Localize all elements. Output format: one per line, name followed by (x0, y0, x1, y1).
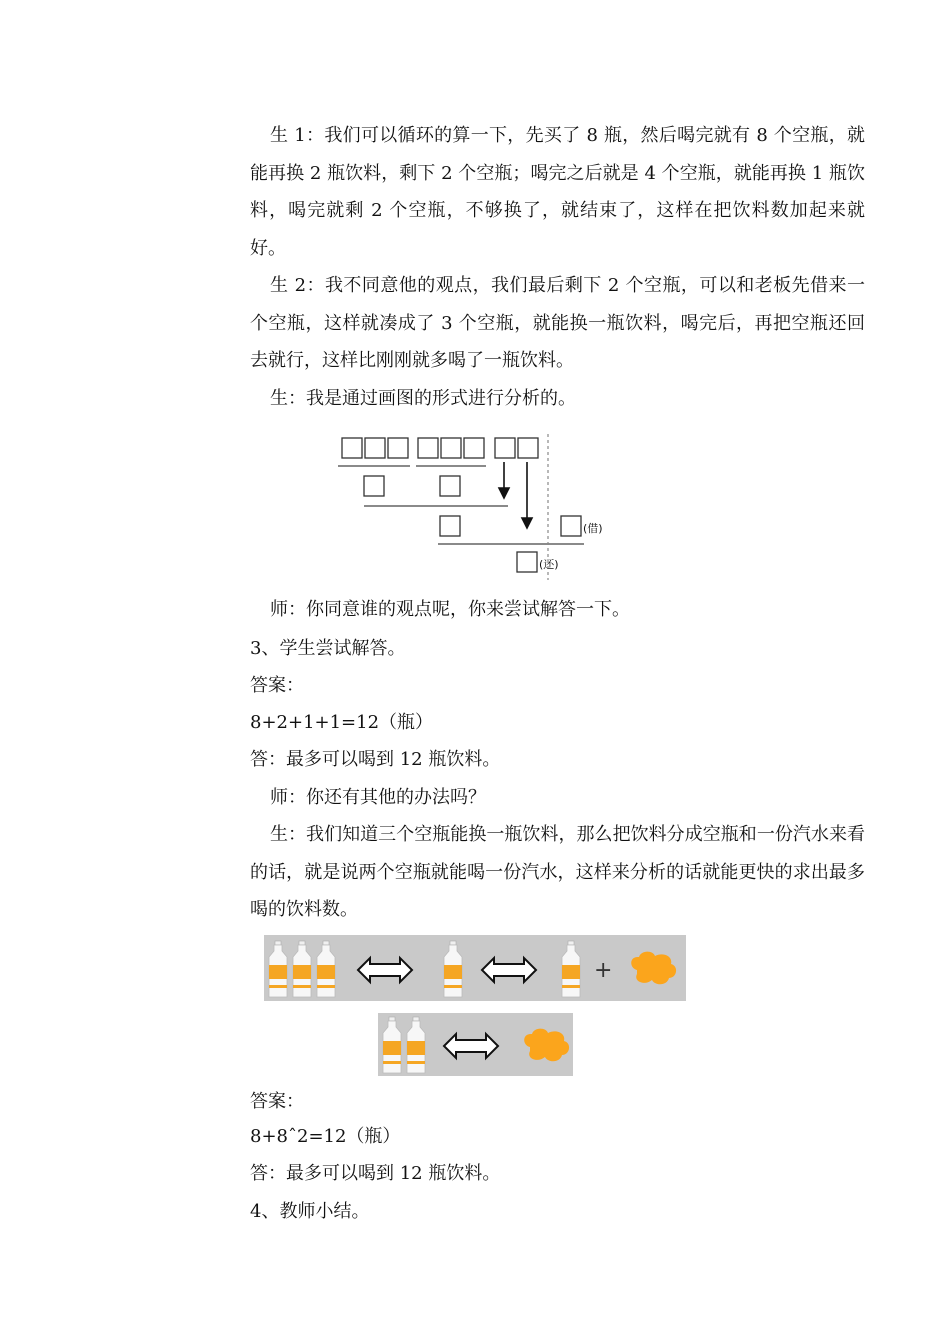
empty-bottle-square (495, 438, 515, 458)
bottle-exchange-diagram (330, 428, 620, 588)
empty-bottle-square (418, 438, 438, 458)
arrow-head (499, 488, 509, 498)
return-label: (还) (539, 558, 559, 571)
equation-2: 8+8ˆ2=12（瓶） (250, 1126, 401, 1147)
empty-bottle-square (440, 476, 460, 496)
empty-bottle-square (364, 476, 384, 496)
paragraph-student3: 生：我是通过画图的形式进行分析的。 (270, 388, 576, 409)
paragraph-student1: 生 1：我们可以循环的算一下，先买了 8 瓶，然后喝完就有 8 个空瓶，就能再换 2 瓶饮料，剩下 2 个空瓶；喝完之后就是 4 个空瓶，就能再换 1 瓶饮料，喝完就剩 2 个空瓶，不够换了，就结束了，这样在把饮料数加起来就好。 (250, 125, 865, 259)
step4-heading: 4、教师小结。 (250, 1201, 370, 1222)
empty-bottle-square (365, 438, 385, 458)
paragraph-teacher1: 师：你同意谁的观点呢，你来尝试解答一下。 (270, 599, 630, 620)
answer-label-2: 答案： (250, 1091, 304, 1112)
arrow-head (522, 518, 532, 528)
borrow-label: (借) (583, 522, 603, 535)
paragraph-teacher2: 师：你还有其他的办法吗？ (270, 787, 486, 808)
empty-bottle-square (440, 516, 460, 536)
paragraph-student4: 生：我们知道三个空瓶能换一瓶饮料，那么把饮料分成空瓶和一份汽水来看的话，就是说两个空瓶就能喝一份汽水，这样来分析的话就能更快的求出最多喝的饮料数。 (250, 824, 865, 920)
returned-bottle-square (517, 552, 537, 572)
answer-reply-1: 答：最多可以喝到 12 瓶饮料。 (250, 749, 501, 770)
equation-1: 8+2+1+1=12（瓶） (250, 712, 434, 733)
plus-sign: + (594, 958, 613, 983)
answer-reply-2: 答：最多可以喝到 12 瓶饮料。 (250, 1163, 501, 1184)
empty-bottle-square (441, 438, 461, 458)
empty-bottle-square (518, 438, 538, 458)
empty-bottle-square (388, 438, 408, 458)
empty-bottle-square (464, 438, 484, 458)
empty-bottle-square (342, 438, 362, 458)
paragraph-student2: 生 2：我不同意他的观点，我们最后剩下 2 个空瓶，可以和老板先借来一个空瓶，这样就凑成了 3 个空瓶，就能换一瓶饮料，喝完后，再把空瓶还回去就行，这样比刚刚就多喝了一瓶饮料。 (250, 275, 865, 371)
step3-heading: 3、学生尝试解答。 (250, 638, 406, 659)
answer-label-1: 答案： (250, 675, 304, 696)
bottle-soda-illustration (264, 935, 686, 1077)
borrowed-bottle-square (561, 516, 581, 536)
